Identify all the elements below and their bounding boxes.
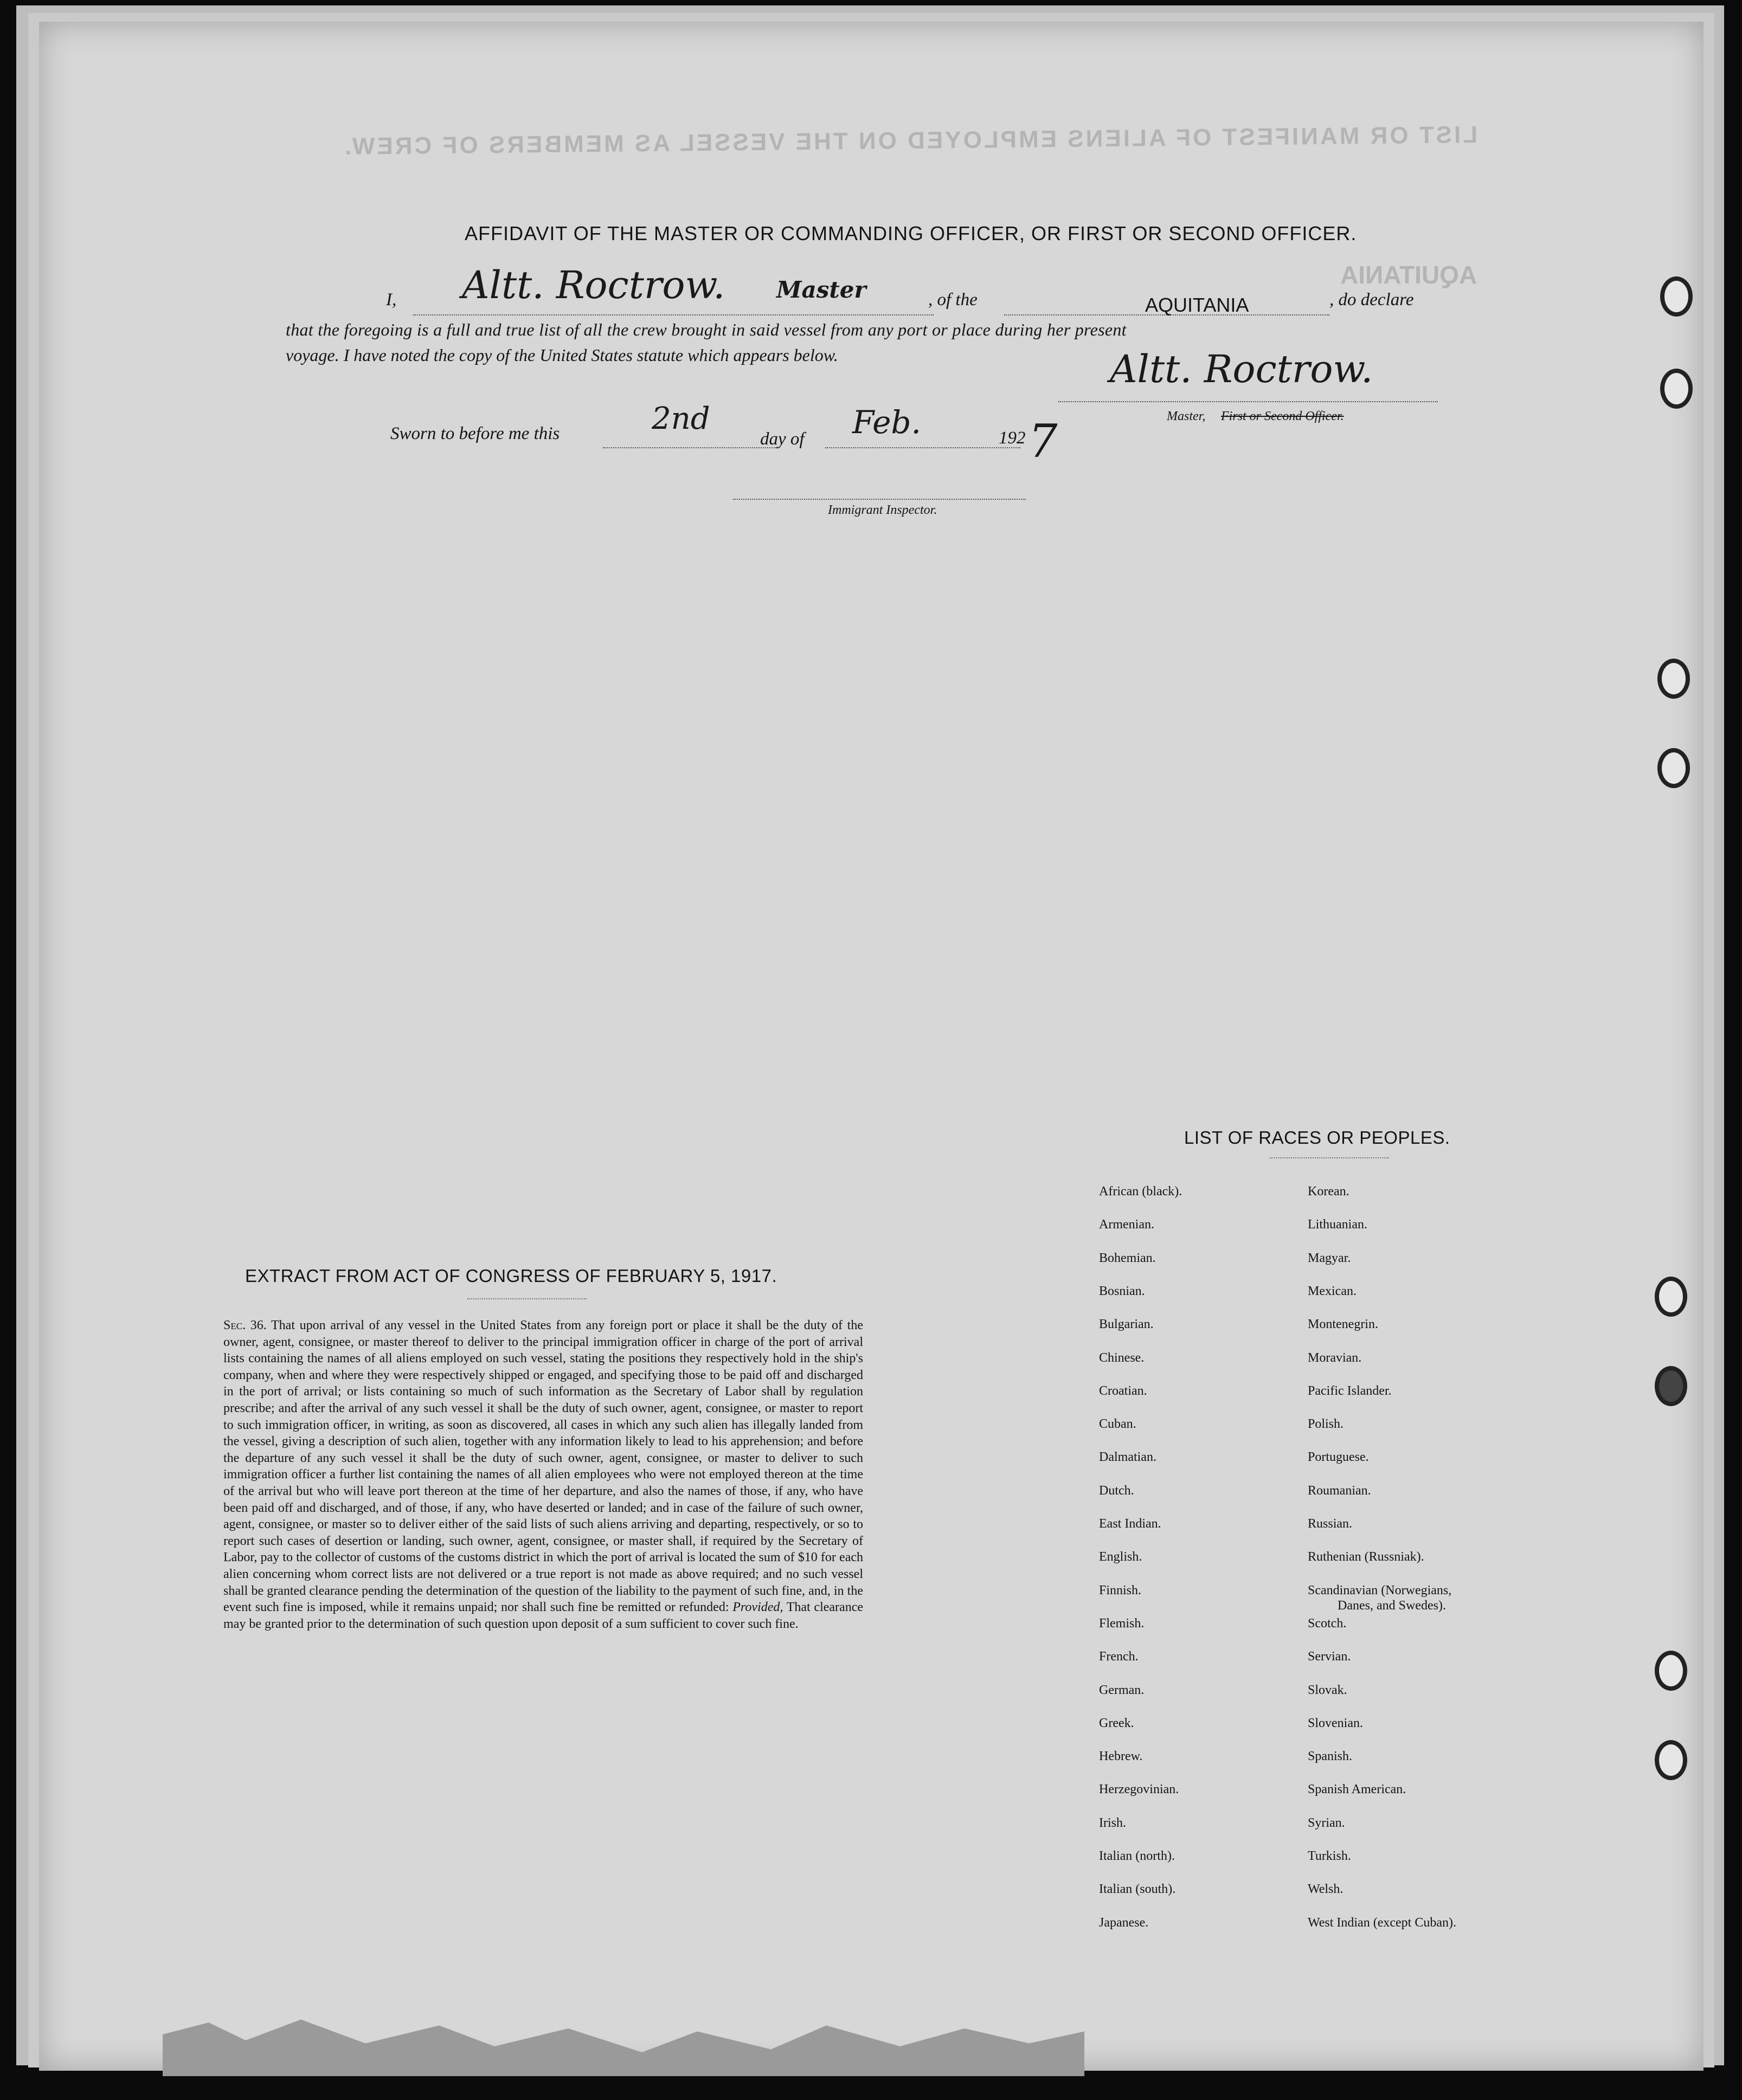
master-signature: Altt. Roctrow. xyxy=(1110,347,1373,391)
binder-hole xyxy=(1660,369,1693,409)
of-the-label: , of the xyxy=(928,290,978,310)
binder-hole xyxy=(1655,1651,1687,1691)
statute-body: That upon arrival of any vessel in the United States from any foreign port or place it shall be the duty of the owner, agent, consignee, or master thereof to deliver to the principal immigration officer in charge of the port of arrival lists containing the names of all aliens employed on such vessel, stating the positions they respectively hold in the ship's company, when and where they were respectively shipped or engaged, and specifying those to be paid off and discharged in the port of arrival; or lists containing so much of such information as the Secretary of Labor shall by regulation prescribe; and after the arrival of any such vessel it shall be the duty of such owner, agent, consignee, or master to report to such immigration officer, in writing, as soon as discovered, all cases in which any such alien has illegally landed from the vessel, giving a description of such alien, together with any information likely to lead to his apprehension; and before the departure of any such vessel it shall be the duty of such owner, agent, consignee, or master to deliver to such immigration officer a further list containing the names of all alien employees who were not employed thereon at the time of the arrival but who will leave port thereon at the time of her departure, and also the names of those, if any, who have been paid off and discharged, and of those, if any, who have deserted or landed; and in case of the failure of such owner, agent, consignee, or master so to deliver either of the said lists of such aliens arriving and departing, respectively, or so to report such cases of desertion or landing, such owner, agent, consignee, or master shall, if required by the Secretary of Labor, pay to the collector of customs of the customs district in which the port of arrival is located the sum of $10 for each alien concerning whom correct lists are not delivered or a true report is not made as above required; and no such vessel shall be granted clearance pending the determination of the question of the liability to the payment of such fine, and, in the event such fine is imposed, while it remains unpaid; nor shall such fine be remitted or refunded: xyxy=(223,1318,863,1615)
race-item-left: Hebrew. xyxy=(1099,1749,1143,1764)
sworn-label: Sworn to before me this xyxy=(390,424,560,443)
binder-hole xyxy=(1655,1277,1687,1317)
race-item-left: English. xyxy=(1099,1550,1142,1564)
race-item-left: French. xyxy=(1099,1650,1139,1664)
race-item-right: Scandinavian (Norwegians, xyxy=(1308,1583,1452,1597)
races-heading-rule xyxy=(1270,1157,1389,1158)
do-declare-label: , do declare xyxy=(1329,290,1414,310)
signature-caption-master: Master, xyxy=(1167,409,1206,423)
race-item-right: Korean. xyxy=(1308,1184,1349,1199)
signature-line xyxy=(1058,401,1438,402)
race-item-left: Chinese. xyxy=(1099,1350,1145,1365)
race-item-left: Bulgarian. xyxy=(1099,1317,1154,1332)
race-item-right: Magyar. xyxy=(1308,1251,1351,1265)
race-item-left: Greek. xyxy=(1099,1716,1134,1730)
race-item-right: Ruthenian (Russniak). xyxy=(1308,1550,1424,1564)
race-item-left: Flemish. xyxy=(1099,1616,1145,1631)
statute-body-end: That clearance may be granted prior to the determination of such question upon deposit of a sum sufficient to cover such fine. xyxy=(223,1600,863,1631)
binder-hole xyxy=(1655,1366,1687,1406)
race-item-right: Scotch. xyxy=(1308,1616,1347,1631)
binder-hole xyxy=(1655,1740,1687,1780)
race-item-left: Italian (south). xyxy=(1099,1882,1176,1897)
race-item-left: German. xyxy=(1099,1683,1145,1697)
race-item-left: Armenian. xyxy=(1099,1218,1154,1232)
race-item-right: Lithuanian. xyxy=(1308,1218,1367,1232)
race-item-left: Japanese. xyxy=(1099,1915,1149,1930)
race-item-right: Polish. xyxy=(1308,1417,1344,1432)
year-printed: 192 xyxy=(999,428,1026,448)
affidavit-i-label: I, xyxy=(386,290,397,310)
race-item-left: East Indian. xyxy=(1099,1517,1161,1531)
race-item-right: Mexican. xyxy=(1308,1284,1357,1298)
race-item-left: Croatian. xyxy=(1099,1383,1147,1398)
affidavit-body-line2: voyage. I have noted the copy of the United States statute which appears below. xyxy=(286,345,838,365)
race-item-right: Turkish. xyxy=(1308,1849,1351,1863)
race-item-right: Montenegrin. xyxy=(1308,1317,1378,1332)
race-item-right: Welsh. xyxy=(1308,1882,1344,1897)
binder-hole xyxy=(1657,659,1690,699)
bleedthrough-header: LIST OR MANIFEST OF ALIENS EMPLOYED ON THE VESSEL AS MEMBERS OF CREW. xyxy=(342,121,1478,160)
race-item-right: Spanish. xyxy=(1308,1749,1353,1764)
ship-name: AQUITANIA xyxy=(1145,294,1249,316)
race-item-right: Slovak. xyxy=(1308,1683,1347,1697)
extract-heading: EXTRACT FROM ACT OF CONGRESS OF FEBRUARY 5, 1917. xyxy=(245,1266,777,1286)
race-item-left: Bosnian. xyxy=(1099,1284,1145,1298)
race-item-right: Spanish American. xyxy=(1308,1782,1406,1797)
race-item-left: Irish. xyxy=(1099,1815,1126,1830)
races-heading: LIST OF RACES OR PEOPLES. xyxy=(1184,1128,1450,1148)
officer-name-line xyxy=(413,314,934,315)
race-item-right: Servian. xyxy=(1308,1650,1351,1664)
extract-heading-rule xyxy=(467,1298,587,1299)
race-item-left: Dutch. xyxy=(1099,1483,1134,1498)
year-handwritten: 7 xyxy=(1029,415,1058,468)
statute-provided: Provided, xyxy=(732,1600,783,1615)
race-item-right: Pacific Islander. xyxy=(1308,1383,1392,1398)
affidavit-heading: AFFIDAVIT OF THE MASTER OR COMMANDING OFFICER, OR FIRST OR SECOND OFFICER. xyxy=(465,222,1357,244)
sworn-month-handwritten: Feb. xyxy=(852,404,921,441)
race-item-right: West Indian (except Cuban). xyxy=(1308,1915,1456,1930)
race-item-left: Finnish. xyxy=(1099,1583,1142,1597)
inspector-line xyxy=(733,499,1026,500)
race-item-right: Slovenian. xyxy=(1308,1716,1363,1730)
race-item-right-continuation: Danes, and Swedes). xyxy=(1338,1598,1446,1613)
signature-caption-struck: First or Second Officer. xyxy=(1221,409,1344,423)
sworn-day-handwritten: 2nd xyxy=(652,401,710,436)
affidavit-body-line1: that the foregoing is a full and true list of all the crew brought in said vessel from any port or place during her present xyxy=(286,320,1127,339)
race-item-left: Italian (north). xyxy=(1099,1849,1175,1863)
race-item-right: Portuguese. xyxy=(1308,1450,1369,1465)
race-item-right: Syrian. xyxy=(1308,1815,1345,1830)
race-item-left: Herzegovinian. xyxy=(1099,1782,1179,1797)
race-item-left: Dalmatian. xyxy=(1099,1450,1156,1465)
race-item-left: African (black). xyxy=(1099,1184,1182,1199)
race-item-left: Cuban. xyxy=(1099,1417,1136,1432)
document-page xyxy=(39,22,1704,2071)
statute-text xyxy=(223,1317,863,1632)
race-item-right: Russian. xyxy=(1308,1517,1353,1531)
binder-hole xyxy=(1657,748,1690,788)
sworn-day-line xyxy=(603,447,776,448)
binder-hole xyxy=(1660,276,1693,317)
statute-section-label: Sec. 36. xyxy=(223,1318,267,1332)
officer-name-handwritten: Altt. Roctrow. xyxy=(462,263,725,307)
race-item-right: Moravian. xyxy=(1308,1350,1362,1365)
race-item-left: Bohemian. xyxy=(1099,1251,1156,1265)
day-of-label: day of xyxy=(760,429,805,449)
inspector-caption: Immigrant Inspector. xyxy=(828,503,937,517)
race-item-right: Roumanian. xyxy=(1308,1483,1371,1498)
sworn-month-line xyxy=(825,447,1020,448)
officer-rank-handwritten: Master xyxy=(776,276,866,303)
bleedthrough-ship: AQUITANIA xyxy=(1340,261,1477,289)
